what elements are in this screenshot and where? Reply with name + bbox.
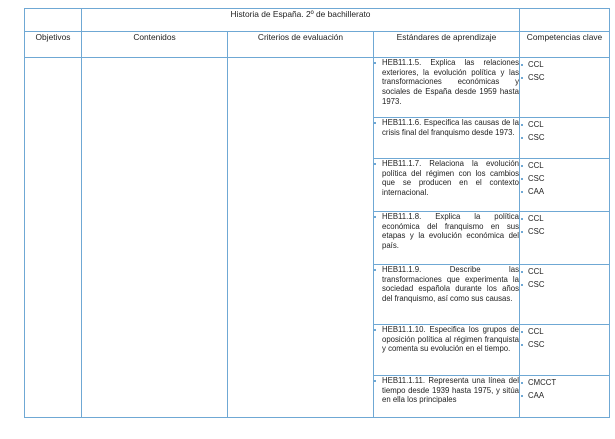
competencia-item: CSC xyxy=(520,338,609,351)
estandar-text: HEB11.1.5. Explica las relaciones exteriores, la evolución política y las transformaciones económicas y sociales de España desde 1959 hasta 1973. xyxy=(374,58,519,107)
objetivos-empty-cell xyxy=(25,58,82,418)
competencia-item: CAA xyxy=(520,389,609,402)
competencia-item: CCL xyxy=(520,118,609,131)
competencias-cell xyxy=(520,376,610,418)
competencias-cell xyxy=(520,58,610,118)
competencia-item: CCL xyxy=(520,265,609,278)
competencia-item: CMCCT xyxy=(520,376,609,389)
table-title: Historia de España. 2º de bachillerato xyxy=(82,9,520,32)
table-body xyxy=(25,58,610,418)
competencias-cell xyxy=(520,118,610,159)
header-contenidos: Contenidos xyxy=(82,32,228,58)
contenidos-empty-cell xyxy=(82,58,228,418)
competencias-cell xyxy=(520,212,610,265)
estandar-text: HEB11.1.8. Explica la política económica del franquismo en sus etapas y la evolución económica del país. xyxy=(374,212,519,251)
competencia-item: CCL xyxy=(520,58,609,71)
curriculum-table xyxy=(24,8,610,418)
competencias-cell xyxy=(520,265,610,325)
header-estandares: Estándares de aprendizaje xyxy=(374,32,520,58)
estandar-cell xyxy=(374,118,520,159)
competencia-item: CCL xyxy=(520,325,609,338)
competencia-item: CAA xyxy=(520,185,609,198)
estandar-text: HEB11.1.9. Describe las transformaciones que experimenta la sociedad española durante los años del franquismo, así como sus causas. xyxy=(374,265,519,304)
competencia-item: CSC xyxy=(520,172,609,185)
header-objetivos: Objetivos xyxy=(25,32,82,58)
competencia-item: CSC xyxy=(520,71,609,84)
estandar-text: HEB11.1.11. Representa una línea del tiempo desde 1939 hasta 1975, y sitúa en ella los principales xyxy=(374,376,519,405)
competencias-cell xyxy=(520,325,610,376)
competencias-cell xyxy=(520,159,610,212)
estandar-cell xyxy=(374,159,520,212)
estandar-cell xyxy=(374,376,520,418)
estandar-cell xyxy=(374,265,520,325)
header-competencias: Competencias clave xyxy=(520,32,610,58)
criterios-empty-cell xyxy=(228,58,374,418)
header-criterios: Criterios de evaluación xyxy=(228,32,374,58)
competencia-item: CSC xyxy=(520,278,609,291)
estandar-cell xyxy=(374,325,520,376)
estandar-text: HEB11.1.10. Especifica los grupos de oposición política al régimen franquista y comenta su evolución en el tiempo. xyxy=(374,325,519,354)
corner-empty-cell xyxy=(25,9,82,32)
competencia-item: CCL xyxy=(520,159,609,172)
estandar-text: HEB11.1.7. Relaciona la evolución política del régimen con los cambios que se producen en el contexto internacional. xyxy=(374,159,519,198)
competencia-item: CSC xyxy=(520,225,609,238)
estandar-text: HEB11.1.6. Especifica las causas de la crisis final del franquismo desde 1973. xyxy=(374,118,519,137)
table-row xyxy=(25,58,610,118)
competencia-item: CCL xyxy=(520,212,609,225)
title-empty-cell xyxy=(520,9,610,32)
estandar-cell xyxy=(374,58,520,118)
estandar-cell xyxy=(374,212,520,265)
competencia-item: CSC xyxy=(520,131,609,144)
